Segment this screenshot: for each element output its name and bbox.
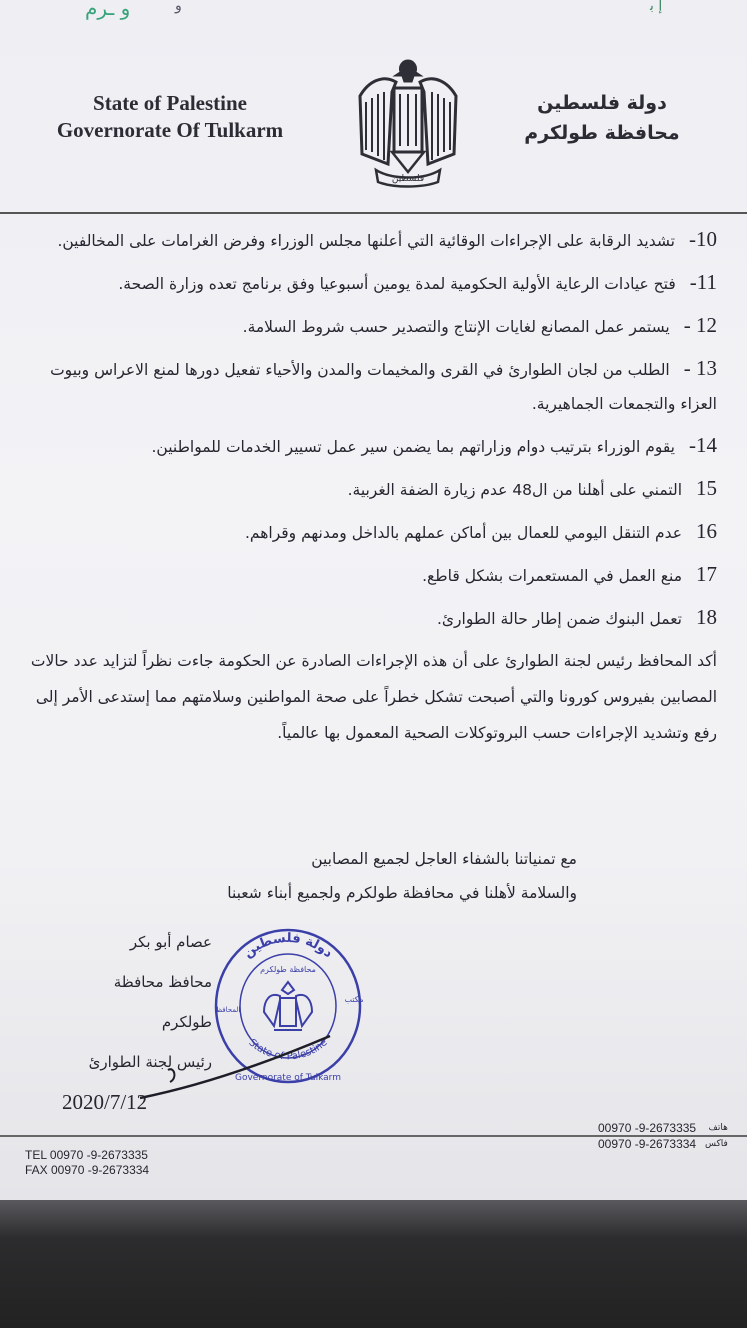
header-state: State of Palestine: [93, 91, 247, 115]
header-ar-state: دولة فلسطين: [537, 92, 667, 114]
footer-labels-arabic: [705, 1120, 728, 1152]
footer-fax: FAX 00970 -9-2673334: [25, 1163, 150, 1177]
footer-tel: TEL 00970 -9-2673335: [25, 1148, 148, 1162]
closing-line: مع تمنياتنا بالشفاء العاجل لجميع المصابين: [311, 850, 577, 868]
handwritten-mark: و: [175, 0, 182, 14]
svg-text:Governorate of Tulkarm: Governorate of Tulkarm: [235, 1073, 341, 1083]
footer-contact-arabic: [598, 1120, 696, 1152]
footer-tel-number: 00970 -9-2673335: [598, 1121, 697, 1135]
background-surface: [0, 1200, 747, 1328]
svg-text:دولة فلسطين: دولة فلسطين: [240, 930, 336, 962]
list-item: 11-فتح عيادات الرعاية الأولية الحكومية لمدة يومين أسبوعيا وفق برنامج تعده وزارة الصحة.: [118, 270, 717, 294]
closing-remarks: [227, 842, 577, 910]
header-governorate: Governorate Of Tulkarm: [56, 118, 284, 142]
handwritten-signature: [130, 1030, 390, 1110]
signatory-name: عصام أبو بكر: [129, 933, 212, 951]
svg-text:محافظة طولكرم: محافظة طولكرم: [260, 965, 316, 974]
header-divider: [0, 212, 747, 214]
list-item: 15التمني على أهلنا من ال48 عدم زيارة الضفة الغربية.: [347, 476, 717, 500]
footer-tel-label: هاتف: [708, 1123, 728, 1133]
list-item: 16عدم التنقل اليومي للعمال بين أماكن عملهم بالداخل ومدنهم وقراهم.: [245, 519, 717, 543]
signatory-title: رئيس لجنة الطوارئ: [88, 1053, 212, 1071]
eagle-emblem-icon: [352, 52, 464, 190]
list-item: 12 -يستمر عمل المصانع لغايات الإنتاج والتصدير حسب شروط السلامة.: [242, 313, 717, 337]
document-date: 2020/7/12: [62, 1090, 148, 1114]
stamp-eagle-icon: [264, 982, 312, 1030]
footer-fax-label: فاكس: [705, 1139, 728, 1149]
footer-fax-number: 00970 -9-2673334: [598, 1137, 697, 1151]
signatory-title: محافظ محافظة طولكرم: [113, 973, 212, 1031]
list-item: 18تعمل البنوك ضمن إطار حالة الطوارئ.: [436, 605, 717, 629]
header-english: [30, 90, 310, 144]
statement-paragraph: أكد المحافظ رئيس لجنة الطوارئ على أن هذه الإجراءات الصادرة عن الحكومة جاءت نظراً لتزايد عدد حالات المصابين بفيروس كورونا والتي أصبحت تشكل خطراً على صحة المواطنين وسلامتهم مما إستدعى الأمر إلى رفع وتشديد الإجراءات حسب البروتوكلات الصحية المعمول بها عالمياً.: [30, 652, 717, 742]
header-arabic: [502, 88, 702, 148]
header-ar-governorate: محافظة طولكرم: [524, 122, 680, 144]
closing-line: والسلامة لأهلنا في محافظة طولكرم ولجميع أبناء شعبنا: [227, 884, 577, 902]
emblem-caption: فلسطين: [391, 174, 425, 184]
svg-text:State of Palestine: State of Palestine: [246, 1037, 330, 1063]
svg-text:المحافظ: المحافظ: [215, 1006, 241, 1014]
handwritten-mark: ﺇ ﺑ: [650, 0, 663, 14]
list-item: 10-تشديد الرقابة على الإجراءات الوقائية التي أعلنها مجلس الوزراء وفرض الغرامات على المخالفين.: [57, 227, 717, 251]
handwritten-mark: ﻭ ـﺮﻡ: [85, 0, 131, 20]
svg-text:مكتب: مكتب: [344, 995, 364, 1004]
list-item: 14-يقوم الوزراء بترتيب دوام وزاراتهم بما يضمن سير عمل تسيير الخدمات للمواطنين.: [151, 433, 717, 457]
footer-contact-english: [25, 1148, 149, 1178]
list-item: 17منع العمل في المستعمرات بشكل قاطع.: [422, 562, 717, 586]
document-body: [30, 222, 717, 751]
list-item: 13 -الطلب من لجان الطوارئ في القرى والمخيمات والمدن والأحياء تفعيل دورها لمنع الاعراس وبيوت العزاء والتجمعات الجماهيرية.: [50, 356, 717, 413]
